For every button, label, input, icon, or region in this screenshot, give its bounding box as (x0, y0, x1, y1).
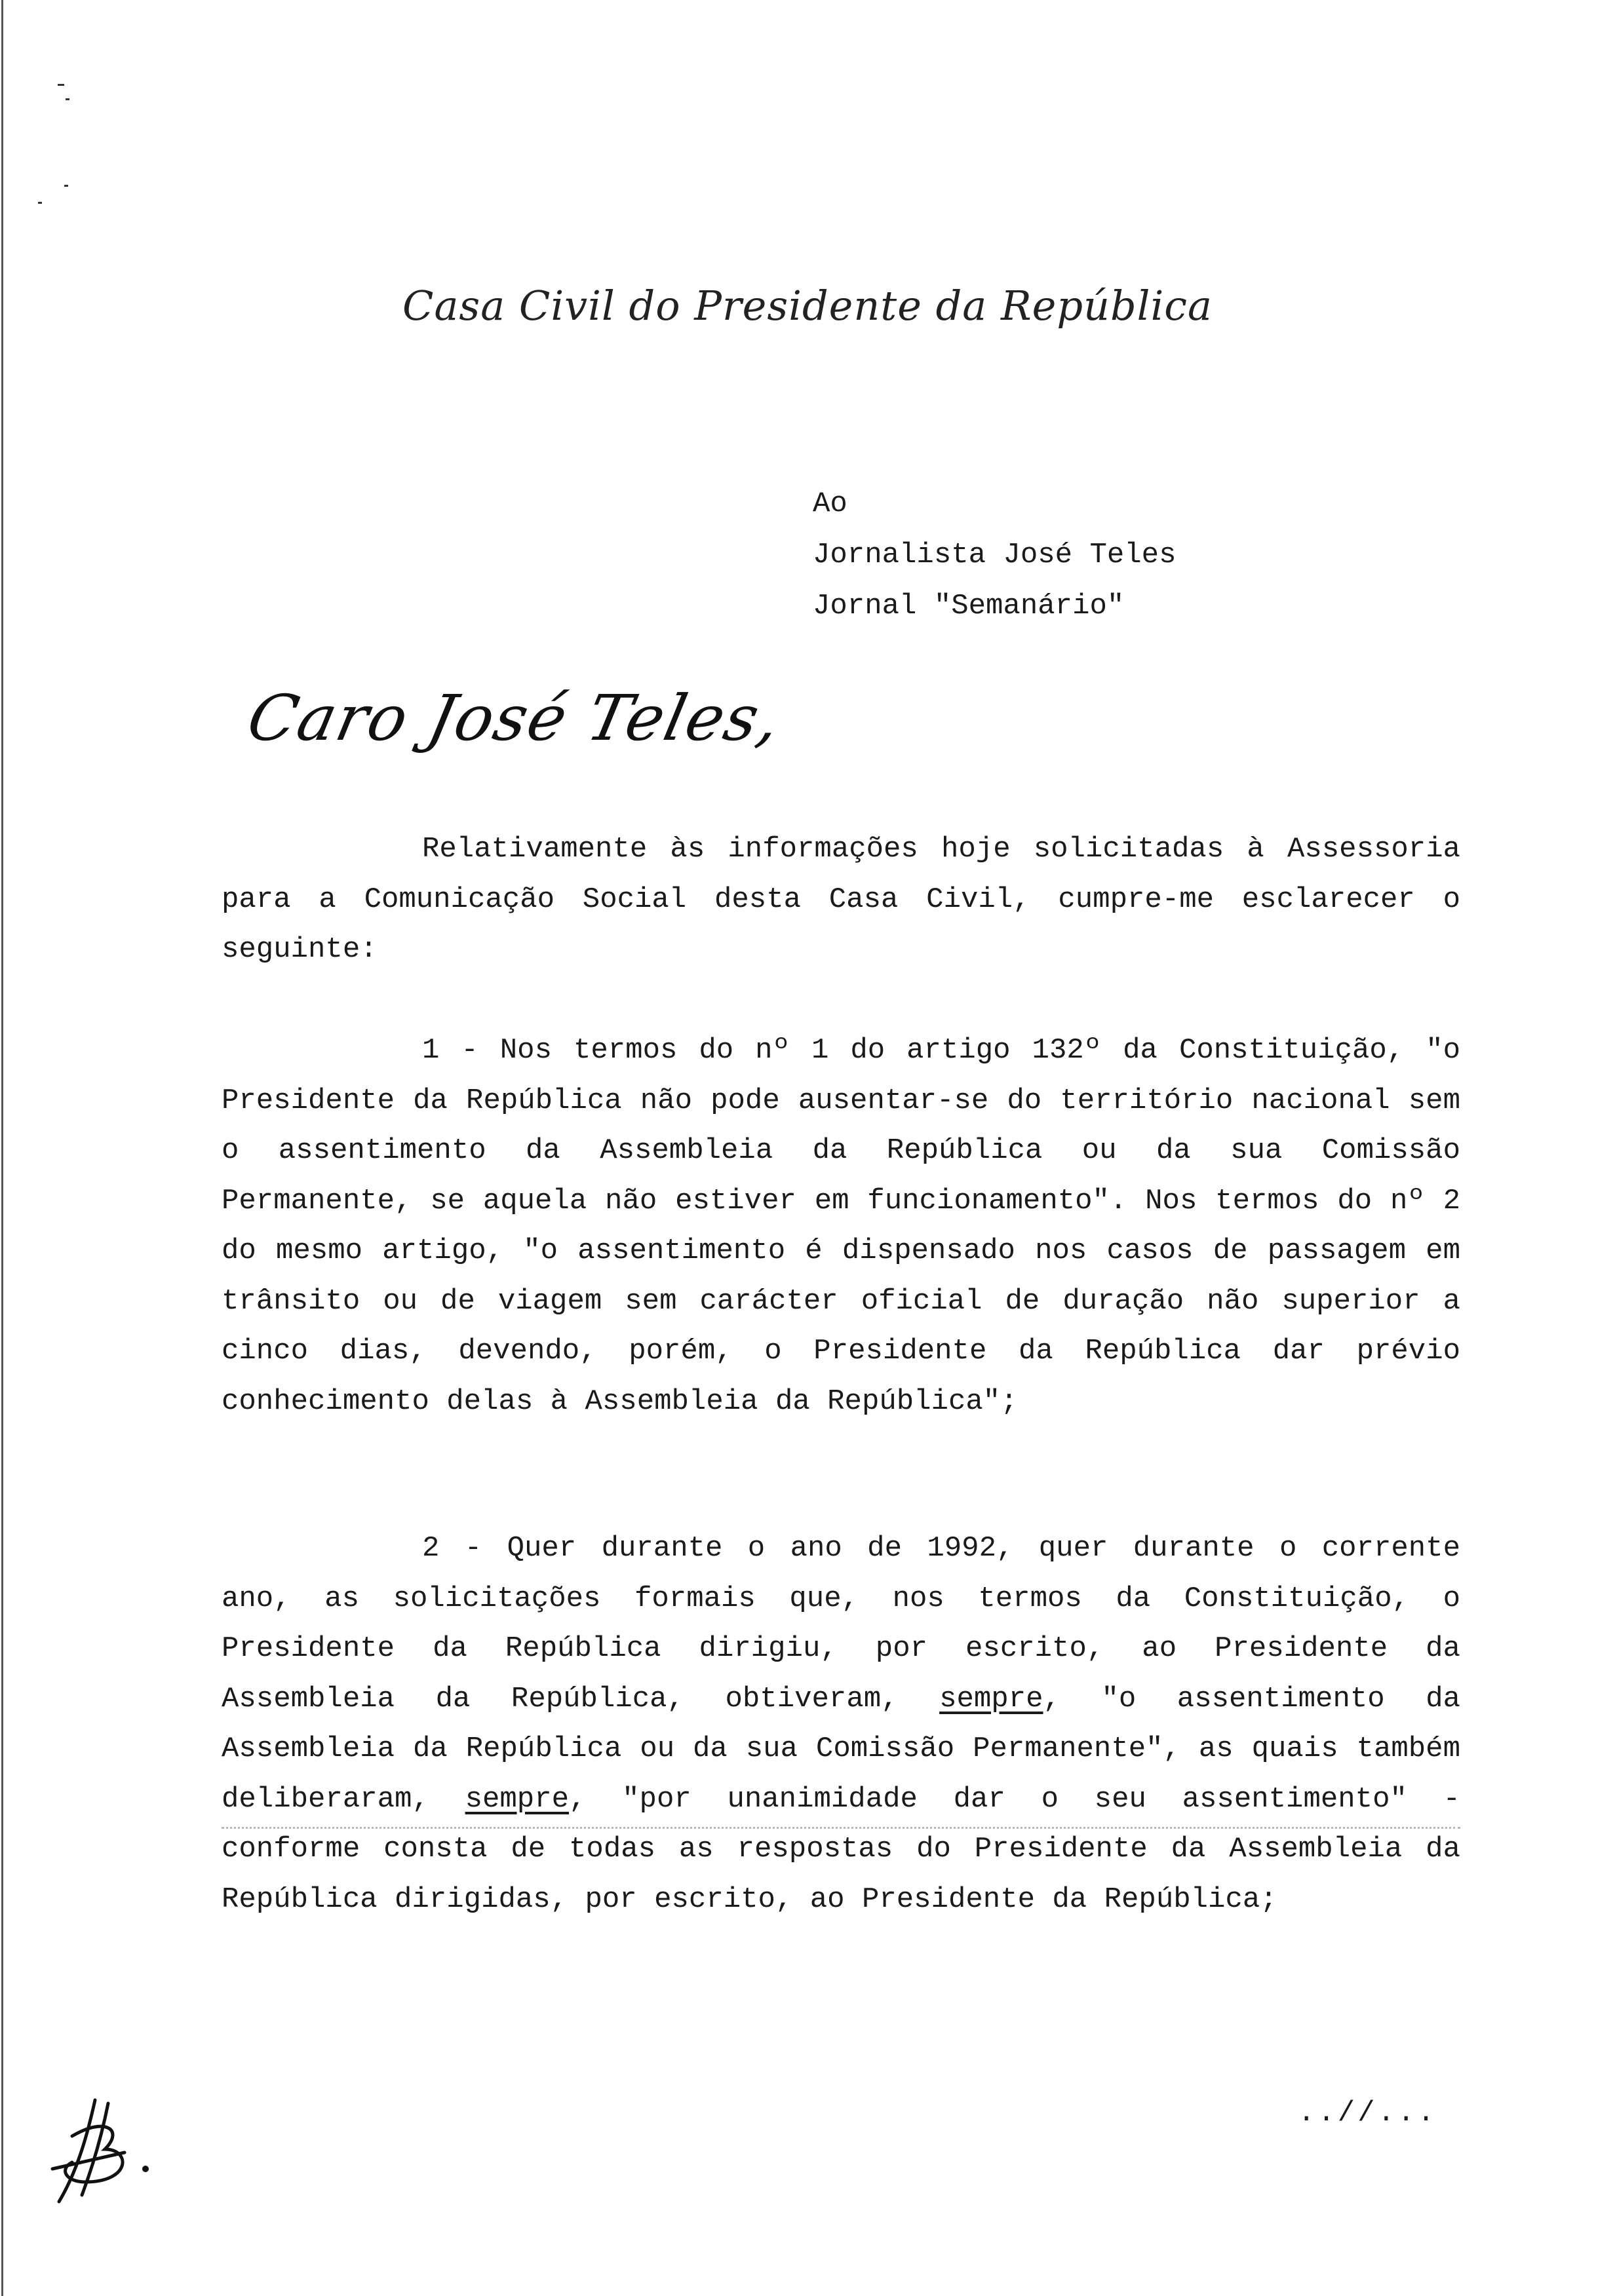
paragraph-1 (222, 1025, 1460, 1426)
letterhead: Casa Civil do Presidente da República (402, 282, 1213, 330)
paragraph-intro (222, 824, 1460, 975)
recipient-line: Jornalista José Teles (813, 539, 1177, 571)
scan-mark (38, 202, 42, 204)
underlined-word: sempre (939, 1682, 1043, 1715)
initials-signature (33, 2090, 164, 2211)
scan-artifact-line (222, 1827, 1460, 1829)
paragraph-text: 2 - Quer durante o ano de 1992, quer durante o corrente ano, as solicitações formais que, nos termos da Constituição, o Presidente da República dirigiu, por escrito, ao Presidente da Assembleia da República, obtiveram, (222, 1532, 1460, 1715)
handwritten-greeting: Caro José Teles, (241, 681, 788, 755)
recipient-line: Jornal "Semanário" (813, 590, 1125, 622)
underlined-word: sempre (465, 1782, 570, 1816)
paragraph-text: , "o assentimento da Assembleia da República ou da sua Comissão Permanente", as quais também deliberaram, (222, 1682, 1461, 1816)
scan-mark (64, 185, 68, 187)
initials-signature-icon (33, 2090, 164, 2208)
scan-mark (58, 84, 64, 86)
paragraph-text: Relativamente às informações hoje solicitadas à Assessoria para a Comunicação Social desta Casa Civil, cumpre-me esclarecer o seguinte: (222, 833, 1460, 966)
paragraph-text: , "por unanimidade dar o seu assentimento" - conforme consta de todas as respostas do Presidente da Assembleia da República dirigidas, por escrito, ao Presidente da República; (222, 1782, 1460, 1916)
recipient-line: Ao (813, 488, 847, 520)
continuation-mark: ..//... (1298, 2097, 1437, 2130)
paragraph-text: 1 - Nos termos do nº 1 do artigo 132º da Constituição, "o Presidente da República não pode ausentar-se do território nacional sem o assentimento da Assembleia da República ou da sua Comissão Permanente, se aquela não estiver em funcionamento". Nos termos do nº 2 do mesmo artigo, "o assentimento é dispensado nos casos de passagem em trânsito ou de viagem sem carácter oficial de duração não superior a cinco dias, devendo, porém, o Presidente da República dar prévio conhecimento delas à Assembleia da República"; (222, 1034, 1460, 1418)
recipient-block (813, 478, 1177, 632)
paragraph-2 (222, 1523, 1460, 1924)
page-edge (1, 0, 3, 2296)
scan-mark (66, 98, 69, 100)
